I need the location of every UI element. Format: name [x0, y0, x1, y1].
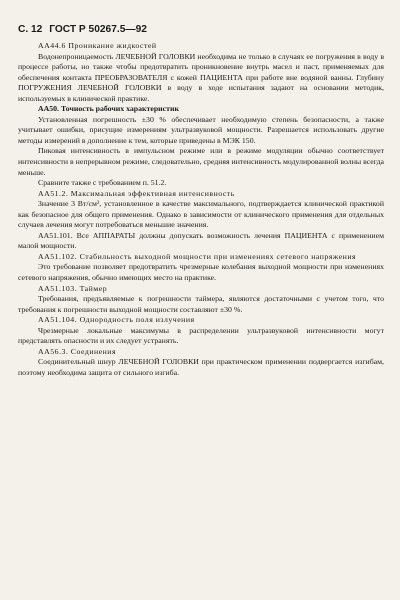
body-paragraph: Водонепроницаемость ЛЕЧЕБНОЙ ГОЛОВКИ необходима не только в случаях ее погружения в воду в процессе работы, но также чтобы предотвратить проникновение внутрь масел и паст, применяемых для обеспечения контакта ПРЕОБРАЗОВАТЕЛЯ с кожей ПАЦИЕНТА при работе вне водяной ванны. Глубину ПОГРУЖЕНИЯ ЛЕЧЕБНОЙ ГОЛОВКИ в воду в ходе испытания задают на основании методик, используемых в клинической практике. — [18, 51, 384, 103]
section-heading: АА56.3. Соединения — [38, 346, 117, 356]
body-paragraph: Чрезмерные локальные максимумы в распределении ультразвуковой интенсивности могут представлять опасности и их следует устранять. — [18, 325, 384, 346]
body-paragraph: Сравните также с требованием п. 51.2. — [38, 178, 167, 188]
section-heading: АА51.104. Однородность поля излучения — [38, 315, 195, 325]
body-paragraph: Соединительный шнур ЛЕЧЕБНОЙ ГОЛОВКИ при практическом применении подвергается изгибам, поэтому необходима защита от сильного изгиба. — [18, 357, 384, 377]
body-paragraph: АА51.101. Все АППАРАТЫ должны допускать возможность лечения ПАЦИЕНТА с применением малой мощности. — [18, 230, 384, 251]
section-heading: АА44.6 Проникание жидкостей — [38, 41, 157, 50]
body-paragraph: Значение 3 Вт/см², установленное в качестве максимального, подтверждается клинической практикой как безопасное для общего применения. Однако в зависимости от клинического применения для отдельных случаев лечения могут потребоваться меньшие значения. — [18, 199, 384, 230]
standard-title: ГОСТ Р 50267.5—92 — [49, 24, 147, 35]
body-paragraph: Пиковая интенсивность в импульсном режиме или в режиме модуляции обычно соответствует интенсивности в непрерывном режиме, следовательно, средняя интенсивность модулированной волны всегда меньше. — [18, 146, 384, 177]
section-heading: АА51.102. Стабильность выходной мощности при изменениях сетевого напряжения — [38, 251, 357, 261]
body-paragraph: Требования, предъявляемые к погрешности таймера, являются достаточными с учетом того, что требования к погрешности выходной мощности составляют ±30 %. — [18, 294, 384, 314]
body-paragraph: Это требование позволяет предотвратить чрезмерные колебания выходной мощности при изменениях сетевого напряжения, обычно имеющих место на практике. — [18, 262, 384, 283]
page-header — [18, 24, 384, 35]
section-heading: АА50. Точность рабочих характеристик — [38, 104, 179, 114]
section-heading: АА51.2. Максимальная эффективная интенсивность — [38, 188, 235, 198]
section-heading: АА51.103. Таймер — [38, 283, 108, 293]
body-paragraph: Установленная погрешность ±30 % обеспечивает необходимую степень безопасности, а также учитывает ошибки, присущие измерениям ультразвуковой мощности. Разрешается использовать другие методы измерений в дополнение к тем, которые приведены в МЭК 150. — [18, 114, 384, 145]
page-number: С. 12 — [18, 24, 43, 35]
